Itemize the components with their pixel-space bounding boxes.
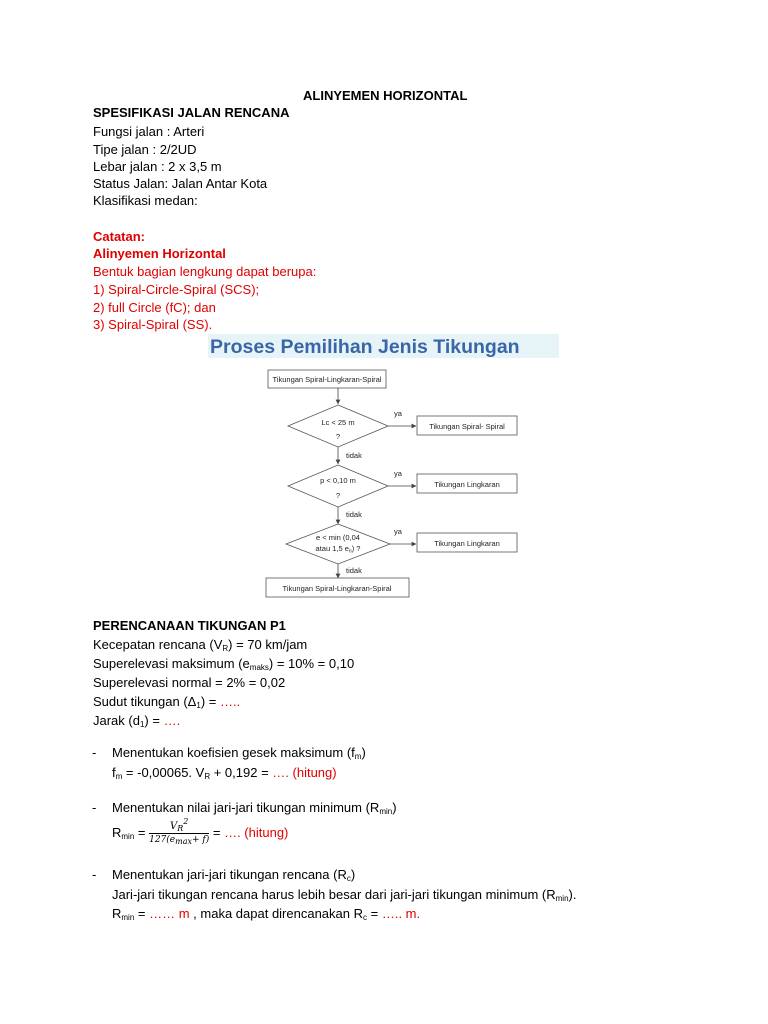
flow-yes-label: ya — [394, 527, 402, 536]
p1-speed: Kecepatan rencana $(V_R) = 70$ km/jam — [93, 637, 308, 653]
flow-result-ss-label: Tikungan Spiral- Spiral — [429, 422, 505, 431]
spec-line: Tipe jalan : 2/2UD — [93, 142, 197, 157]
note-subheading: Alinyemen Horizontal — [93, 246, 226, 261]
flow-decision-lc-line1: Lc < 25 m — [321, 418, 355, 427]
step3-result: $R_{min}$ = …… m , maka dapat direncanakan $R_c$ = ….. m. — [112, 906, 421, 922]
step3-note: Jari-jari tikungan rencana harus lebih besar dari jari-jari tikungan minimum $(R_{min})$. — [112, 887, 577, 903]
flow-decision-lc-line2: ? — [335, 432, 341, 441]
note-heading: Catatan: — [93, 229, 146, 244]
note-item: 2) full Circle (fC); dan — [93, 300, 216, 315]
step1-text: Menentukan koefisien gesek maksimum $(f_m)$ — [112, 745, 366, 761]
flow-result-fc2-label: Tikungan Lingkaran — [434, 539, 500, 548]
flow-no-label: tidak — [346, 451, 362, 460]
step1-formula: $f_m = -0,00065$. $V_R + 0,192$ = …. (hitung) — [112, 765, 337, 781]
spec-line: Fungsi jalan : Arteri — [93, 124, 205, 139]
rmin-fraction: $\frac{V_R^2}{127(e_{max}+ f)}$ — [149, 817, 210, 847]
p1-enormal: Superelevasi normal = 2% = 0,02 — [93, 675, 286, 690]
p1-emax: Superelevasi maksimum $(e_{maks}) = 10\% = 0,10$ — [93, 656, 355, 672]
document-title: ALINYEMEN HORIZONTAL — [303, 88, 468, 103]
p1-distance: Jarak $(d_1)$ = …. — [93, 713, 181, 729]
flow-yes-label: ya — [394, 409, 402, 418]
flowchart-title: Proses Pemilihan Jenis Tikungan — [210, 336, 520, 358]
spec-line: Klasifikasi medan: — [93, 193, 198, 208]
step1-dash: - — [92, 745, 97, 760]
step3-dash: - — [92, 867, 97, 882]
note-intro: Bentuk bagian lengkung dapat berupa: — [93, 264, 317, 279]
step3-text: Menentukan jari-jari tikungan rencana $(R_c)$ — [112, 867, 356, 883]
step2-dash: - — [92, 800, 97, 815]
flow-decision-e-line2: atau 1,5 $e_n$) ? — [315, 544, 361, 555]
flow-decision-e-line1: e < min (0,04 — [316, 533, 360, 542]
spec-line: Status Jalan: Jalan Antar Kota — [93, 176, 268, 191]
note-item: 1) Spiral-Circle-Spiral (SCS); — [93, 282, 260, 297]
spec-heading: SPESIFIKASI JALAN RENCANA — [93, 105, 290, 120]
p1-heading: PERENCANAAN TIKUNGAN P1 — [93, 618, 286, 633]
flowchart-figure — [208, 334, 559, 606]
flow-decision-p-line2: ? — [335, 491, 341, 500]
flow-no-label: tidak — [346, 566, 362, 575]
note-item: 3) Spiral-Spiral (SS). — [93, 317, 213, 332]
spec-line: Lebar jalan : 2 x 3,5 m — [93, 159, 222, 174]
flow-result-fc-label: Tikungan Lingkaran — [434, 480, 500, 489]
flow-start-label: Tikungan Spiral-Lingkaran-Spiral — [272, 375, 382, 384]
p1-angle: Sudut tikungan $(\Delta_1)$ = ….. — [93, 694, 241, 710]
step2-formula: $R_{min}$ = $\frac{V_R^2}{127(e_{max}+ f)}$ = …. (hitung) — [112, 817, 289, 847]
flow-no-label: tidak — [346, 510, 362, 519]
flow-end-label: Tikungan Spiral-Lingkaran-Spiral — [282, 584, 392, 593]
flow-yes-label: ya — [394, 469, 402, 478]
flow-decision-p-line1: p < 0,10 m — [320, 476, 356, 485]
step2-text: Menentukan nilai jari-jari tikungan minimum $(R_{min})$ — [112, 800, 397, 816]
